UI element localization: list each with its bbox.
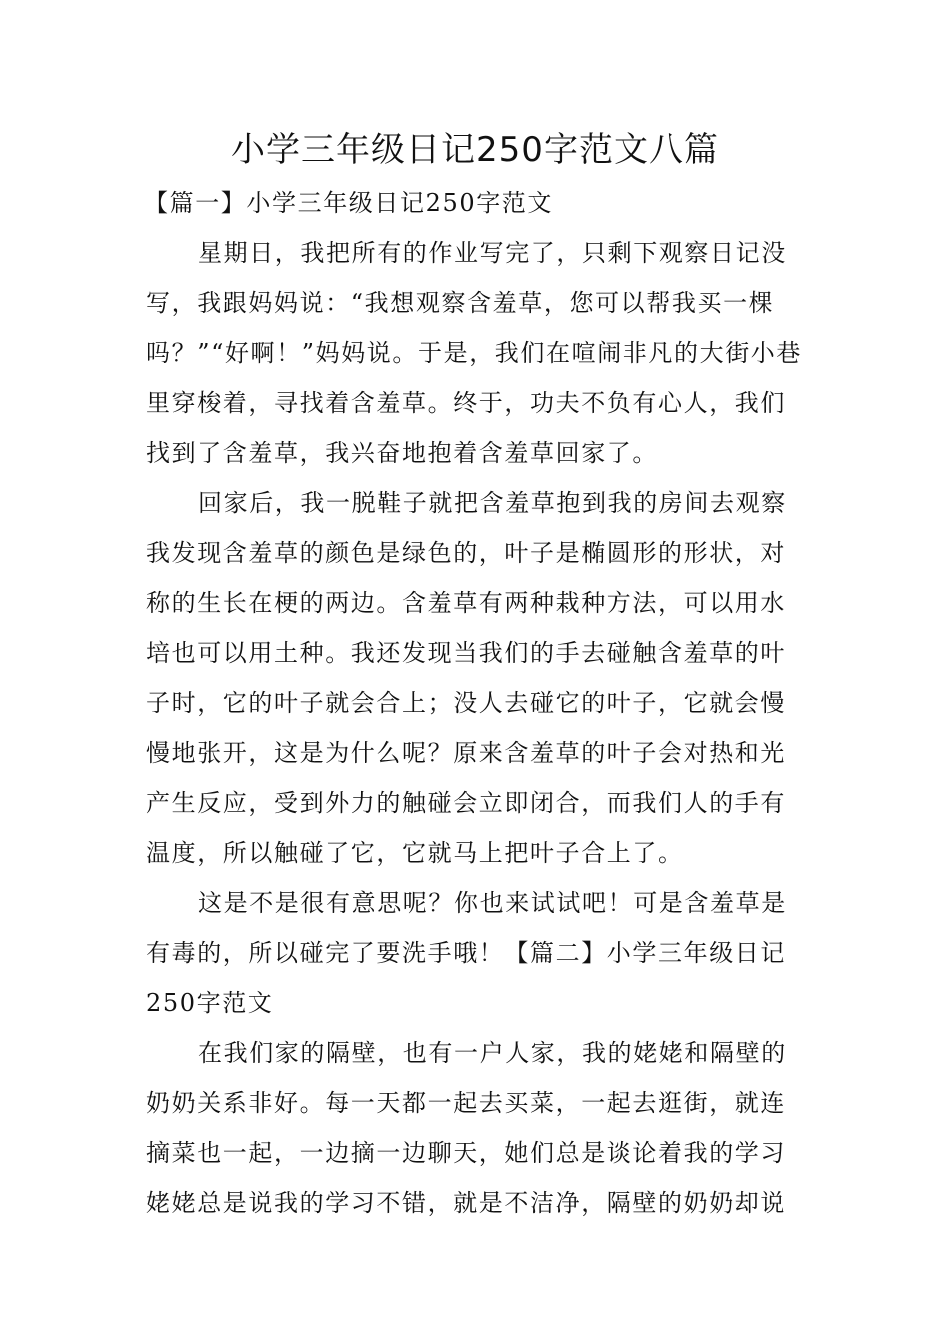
document-body xyxy=(146,178,808,1228)
paragraph: 这是不是很有意思呢？你也来试试吧！可是含羞草是有毒的，所以碰完了要洗手哦！【篇二】小学三年级日记250字范文 xyxy=(146,889,787,1017)
document-title: 小学三年级日记250字范文八篇 xyxy=(231,130,719,170)
paragraph: 星期日，我把所有的作业写完了，只剩下观察日记没写，我跟妈妈说：“我想观察含羞草，您可以帮我买一棵吗？”“好啊！”妈妈说。于是，我们在喧闹非凡的大街小巷里穿梭着，寻找着含羞草。终于，功夫不负有心人，我们找到了含羞草，我兴奋地抱着含羞草回家了。 xyxy=(146,239,803,467)
section-heading: 【篇一】小学三年级日记250字范文 xyxy=(144,189,554,217)
paragraph: 回家后，我一脱鞋子就把含羞草抱到我的房间去观察我发现含羞草的颜色是绿色的，叶子是椭圆形的形状，对称的生长在梗的两边。含羞草有两种栽种方法，可以用水培也可以用土种。我还发现当我们的手去碰触含羞草的叶子时，它的叶子就会合上；没人去碰它的叶子，它就会慢慢地张开，这是为什么呢？原来含羞草的叶子会对热和光产生反应，受到外力的触碰会立即闭合，而我们人的手有温度，所以触碰了它，它就马上把叶子合上了。 xyxy=(146,489,787,867)
paragraph: 在我们家的隔壁，也有一户人家，我的姥姥和隔壁的奶奶关系非好。每一天都一起去买菜，一起去逛街，就连摘菜也一起，一边摘一边聊天，她们总是谈论着我的学习姥姥总是说我的学习不错，就是不洁净，隔壁的奶奶却说 xyxy=(146,1039,787,1217)
